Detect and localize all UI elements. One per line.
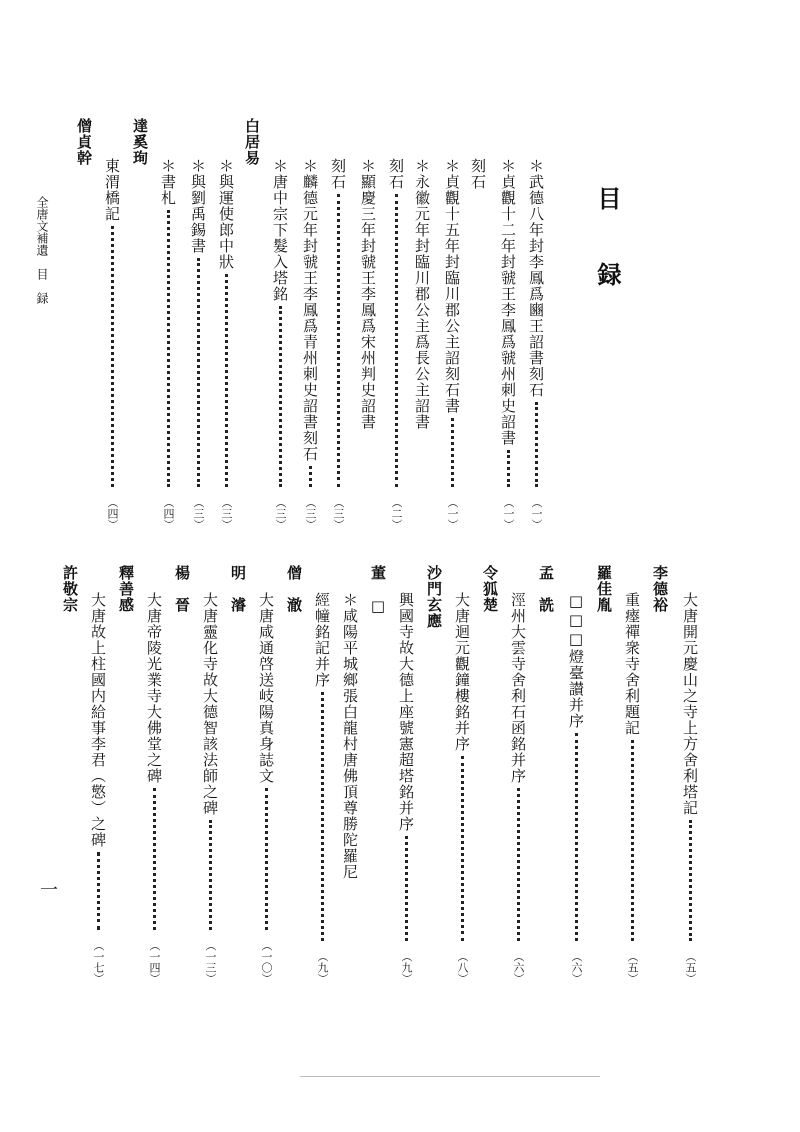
toc-entry [470, 158, 486, 530]
toc-entry [272, 158, 288, 530]
toc-entry [568, 592, 584, 984]
toc-entry [682, 592, 698, 984]
page-ref: （五） [626, 951, 639, 984]
author-label: 達奚珣 [131, 118, 149, 166]
author-name [174, 565, 190, 613]
author-name [230, 565, 246, 613]
entry-title: 大唐迴元觀鐘樓銘并序 [453, 592, 471, 752]
dot-leader [111, 226, 114, 487]
dot-leader [535, 402, 538, 487]
entry-title: ＊顯慶三年封虢王李鳳爲宋州判史詔書 [359, 158, 377, 430]
author-label: 董 □ [369, 565, 387, 616]
page-ref: （九） [316, 951, 329, 984]
dot-leader [461, 756, 464, 941]
toc-entry [104, 158, 120, 530]
page-ref: （三） [220, 497, 233, 530]
toc-entry [258, 592, 274, 984]
author-name [76, 118, 92, 166]
dot-leader [689, 820, 692, 941]
author-label: 許敬宗 [61, 565, 79, 613]
toc-entry [190, 158, 206, 530]
dot-leader [575, 733, 578, 941]
entry-title: ＊貞觀十五年封臨川郡公主詔刻石書 [443, 158, 461, 414]
author-label: 孟 詵 [537, 565, 555, 613]
author-label: 羅佳胤 [595, 565, 613, 613]
entry-title: 大唐故上柱國内給事李君（憼）之碑 [89, 592, 107, 848]
author-name [538, 565, 554, 613]
entry-title: ＊與運使郎中狀 [217, 158, 235, 270]
entry-title: 經幢銘記并序 [313, 592, 331, 688]
toc-entry [510, 592, 526, 984]
dot-leader [631, 740, 634, 941]
author-label: 沙門玄應 [425, 565, 443, 629]
entry-title: 刻石 [387, 158, 405, 190]
page-ref: （六） [512, 951, 525, 984]
dot-leader [153, 788, 156, 930]
dot-leader [405, 836, 408, 941]
page-ref: （三） [192, 497, 205, 530]
toc-entry [146, 592, 162, 984]
page-ref: （一） [530, 497, 543, 530]
entry-title: 刻石 [469, 158, 487, 190]
author-name [652, 565, 668, 613]
dot-leader [451, 418, 454, 487]
author-label: 白居易 [243, 118, 261, 166]
dot-leader [265, 788, 268, 930]
running-header: 全唐文補遺 目 録 [35, 196, 49, 304]
author-label: 僧貞幹 [75, 118, 93, 166]
toc-entry [160, 158, 176, 530]
dot-leader [395, 194, 398, 487]
toc-entry [202, 592, 218, 984]
dot-leader [209, 820, 212, 930]
dot-leader [225, 274, 228, 487]
toc-entry [360, 158, 376, 530]
bottom-rule [300, 1076, 600, 1077]
dot-leader [321, 692, 324, 941]
page-ref: （一四） [148, 940, 161, 984]
author-label: 李德裕 [651, 565, 669, 613]
author-name [132, 118, 148, 166]
toc-entry [528, 158, 544, 530]
page-ref: （一） [502, 497, 515, 530]
page-ref: （二） [390, 497, 403, 530]
page-ref: （八） [456, 951, 469, 984]
page-ref: （三） [332, 497, 345, 530]
dot-leader [279, 306, 282, 487]
entry-title: 大唐開元慶山之寺上方舍利塔記 [681, 592, 699, 816]
author-name [118, 565, 134, 613]
entry-title: 東渭橋記 [103, 158, 121, 222]
author-name [426, 565, 442, 629]
dot-leader [197, 258, 200, 487]
entry-title: □□□燈臺讃并序 [567, 592, 585, 729]
author-label: 楊 晉 [173, 565, 191, 613]
page-ref: （九） [400, 951, 413, 984]
page-ref: （一） [446, 497, 459, 530]
page-title: 目 録 [593, 186, 622, 300]
toc-entry [342, 592, 358, 984]
toc-entry [302, 158, 318, 530]
author-label: 明 濬 [229, 565, 247, 613]
author-name [62, 565, 78, 613]
page-ref: （一三） [204, 940, 217, 984]
page-ref: （一〇） [260, 940, 273, 984]
dot-leader [97, 852, 100, 930]
page-ref: （六） [570, 951, 583, 984]
entry-title: ＊貞觀十二年封虢王李鳳爲虢州刺史詔書 [499, 158, 517, 446]
toc-entry [454, 592, 470, 984]
entry-title: ＊武德八年封李鳳爲豳王詔書刻石 [527, 158, 545, 398]
dot-leader [309, 466, 312, 487]
entry-title: 重瘞禪衆寺舍利題記 [623, 592, 641, 736]
author-name [370, 565, 386, 616]
author-name [482, 565, 498, 613]
toc-entry [444, 158, 460, 530]
entry-title: 大唐帝陵光業寺大佛堂之碑 [145, 592, 163, 784]
toc-entry [90, 592, 106, 984]
toc-entry [388, 158, 404, 530]
dot-leader [337, 194, 340, 487]
entry-title: 大唐靈化寺故大德智該法師之碑 [201, 592, 219, 816]
page-number: 一 [37, 880, 58, 898]
page-ref: （三） [304, 497, 317, 530]
entry-title: ＊與劉禹錫書 [189, 158, 207, 254]
toc-entry [398, 592, 414, 984]
page-ref: （四） [106, 497, 119, 530]
entry-title: 涇州大雲寺舍利石函銘并序 [509, 592, 527, 784]
toc-entry [218, 158, 234, 530]
entry-title: ＊麟德元年封虢王李鳳爲青州刺史詔書刻石 [301, 158, 319, 462]
toc-entry [330, 158, 346, 530]
dot-leader [517, 788, 520, 941]
entry-title: ＊咸陽平城鄉張白龍村唐佛頂尊勝陀羅尼 [341, 592, 359, 880]
toc-entry [500, 158, 516, 530]
entry-title: 興國寺故大德上座號憲超塔銘并序 [397, 592, 415, 832]
entry-title: ＊永徽元年封臨川郡公主爲長公主詔書 [413, 158, 431, 430]
toc-entry [314, 592, 330, 984]
author-label: 僧 澈 [285, 565, 303, 613]
page-ref: （三） [274, 497, 287, 530]
entry-title: ＊書札 [159, 158, 177, 206]
toc-entry [624, 592, 640, 984]
toc-entry [414, 158, 430, 530]
author-name [596, 565, 612, 613]
author-name [244, 118, 260, 166]
dot-leader [167, 210, 170, 487]
entry-title: 刻石 [329, 158, 347, 190]
entry-title: ＊唐中宗下髮入塔銘 [271, 158, 289, 302]
author-label: 令狐楚 [481, 565, 499, 613]
page-ref: （五） [684, 951, 697, 984]
page-ref: （四） [162, 497, 175, 530]
author-label: 釋善感 [117, 565, 135, 613]
dot-leader [507, 450, 510, 487]
entry-title: 大唐咸通啓送岐陽真身誌文 [257, 592, 275, 784]
page-ref: （一七） [92, 940, 105, 984]
author-name [286, 565, 302, 613]
